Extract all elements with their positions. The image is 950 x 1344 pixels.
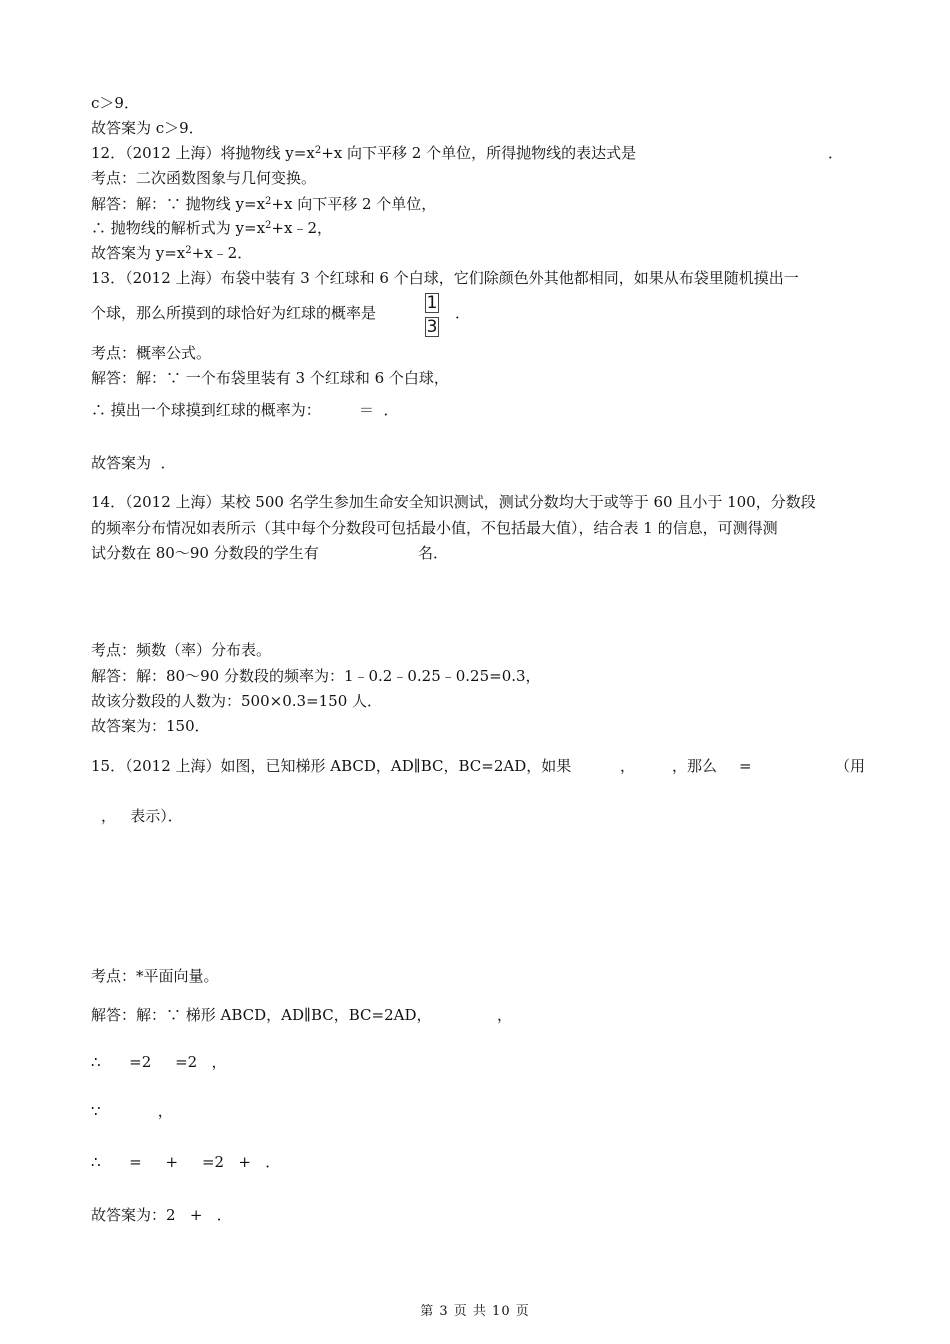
question-12: 12．（2012 上海）将抛物线 $y=x^2+x$ 向下平移 2 个单位，所得抛物线的表达式是: [91, 144, 637, 162]
answer-13-line-1: 解答：解：∵ 一个布袋里装有 3 个红球和 6 个白球，: [91, 369, 449, 387]
question-15-line-2: ， 表示）．: [101, 807, 183, 825]
question-14-line-3: 试分数在 80～90 分数段的学生有: [91, 544, 319, 562]
question-15-yong: （用: [835, 757, 866, 775]
question-13-line-2: 个球，那么所摸到的球恰好为红球的概率是: [91, 304, 377, 322]
kaodian-15: 考点：*平面向量。: [91, 967, 219, 985]
answer-14-line-2: 故该分数段的人数为：500×0.3=150 人．: [91, 692, 383, 710]
answer-15-line-1: 解答：解：∵ 梯形 ABCD，AD∥BC，BC=2AD，: [91, 1006, 432, 1024]
answer-14-line-1: 解答：解：80～90 分数段的频率为：1﹣0.2﹣0.25﹣0.25=0.3，: [91, 667, 541, 685]
answer-15-line-1-end: ，: [497, 1006, 513, 1024]
question-15-equals: =: [739, 757, 752, 775]
question-14-end: 名．: [418, 544, 449, 562]
question-13-line-1: 13．（2012 上海）布袋中装有 3 个红球和 6 个白球，它们除颜色外其他都相同，如果从布袋里随机摸出一: [91, 269, 799, 287]
fraction-numerator: 1: [426, 293, 438, 313]
question-13-end: ．: [455, 304, 471, 322]
fraction-one-third: [425, 293, 439, 337]
answer-13-line-2: ∴ 摸出一个球摸到红球的概率为： ＝ ．: [91, 401, 399, 419]
answer-13-final: 故答案为 ．: [91, 454, 176, 472]
question-15-comma: ，: [620, 757, 636, 775]
kaodian-13: 考点：概率公式。: [91, 344, 212, 362]
question-15-then: ，那么: [672, 757, 718, 775]
fraction-denominator: 3: [426, 317, 438, 337]
answer-15-line-3: ∵ ，: [91, 1102, 173, 1120]
answer-14-final: 故答案为：150．: [91, 717, 210, 735]
page-footer: 第 3 页 共 10 页: [420, 1304, 530, 1319]
text-line: 故答案为 c＞9．: [91, 119, 204, 137]
answer-15-final: 故答案为：2 + ．: [91, 1206, 232, 1224]
question-14-line-1: 14．（2012 上海）某校 500 名学生参加生命安全知识测试，测试分数均大于或等于 60 且小于 100，分数段: [91, 493, 816, 511]
answer-12-line-1: 解答：解：∵ 抛物线 $y=x^2+x$ 向下平移 2 个单位，: [91, 195, 437, 213]
question-12-end: ．: [828, 144, 844, 162]
answer-12-line-2: ∴ 抛物线的解析式为 $y=x^2+x﹣2$，: [91, 219, 332, 237]
kaodian-14: 考点：频数（率）分布表。: [91, 641, 272, 659]
answer-15-line-2: ∴ =2 =2 ，: [91, 1053, 227, 1071]
answer-12-final: 故答案为 $y=x^2+x﹣2$．: [91, 244, 253, 262]
question-15-line-1: 15．（2012 上海）如图，已知梯形 ABCD，AD∥BC，BC=2AD，如果: [91, 757, 572, 775]
kaodian-12: 考点：二次函数图象与几何变换。: [91, 169, 317, 187]
answer-15-line-4: ∴ = + =2 + ．: [91, 1153, 281, 1171]
question-14-line-2: 的频率分布情况如表所示（其中每个分数段可包括最小值，不包括最大值），结合表 1 的信息，可测得测: [91, 519, 778, 537]
text-line: c＞9．: [91, 94, 139, 112]
